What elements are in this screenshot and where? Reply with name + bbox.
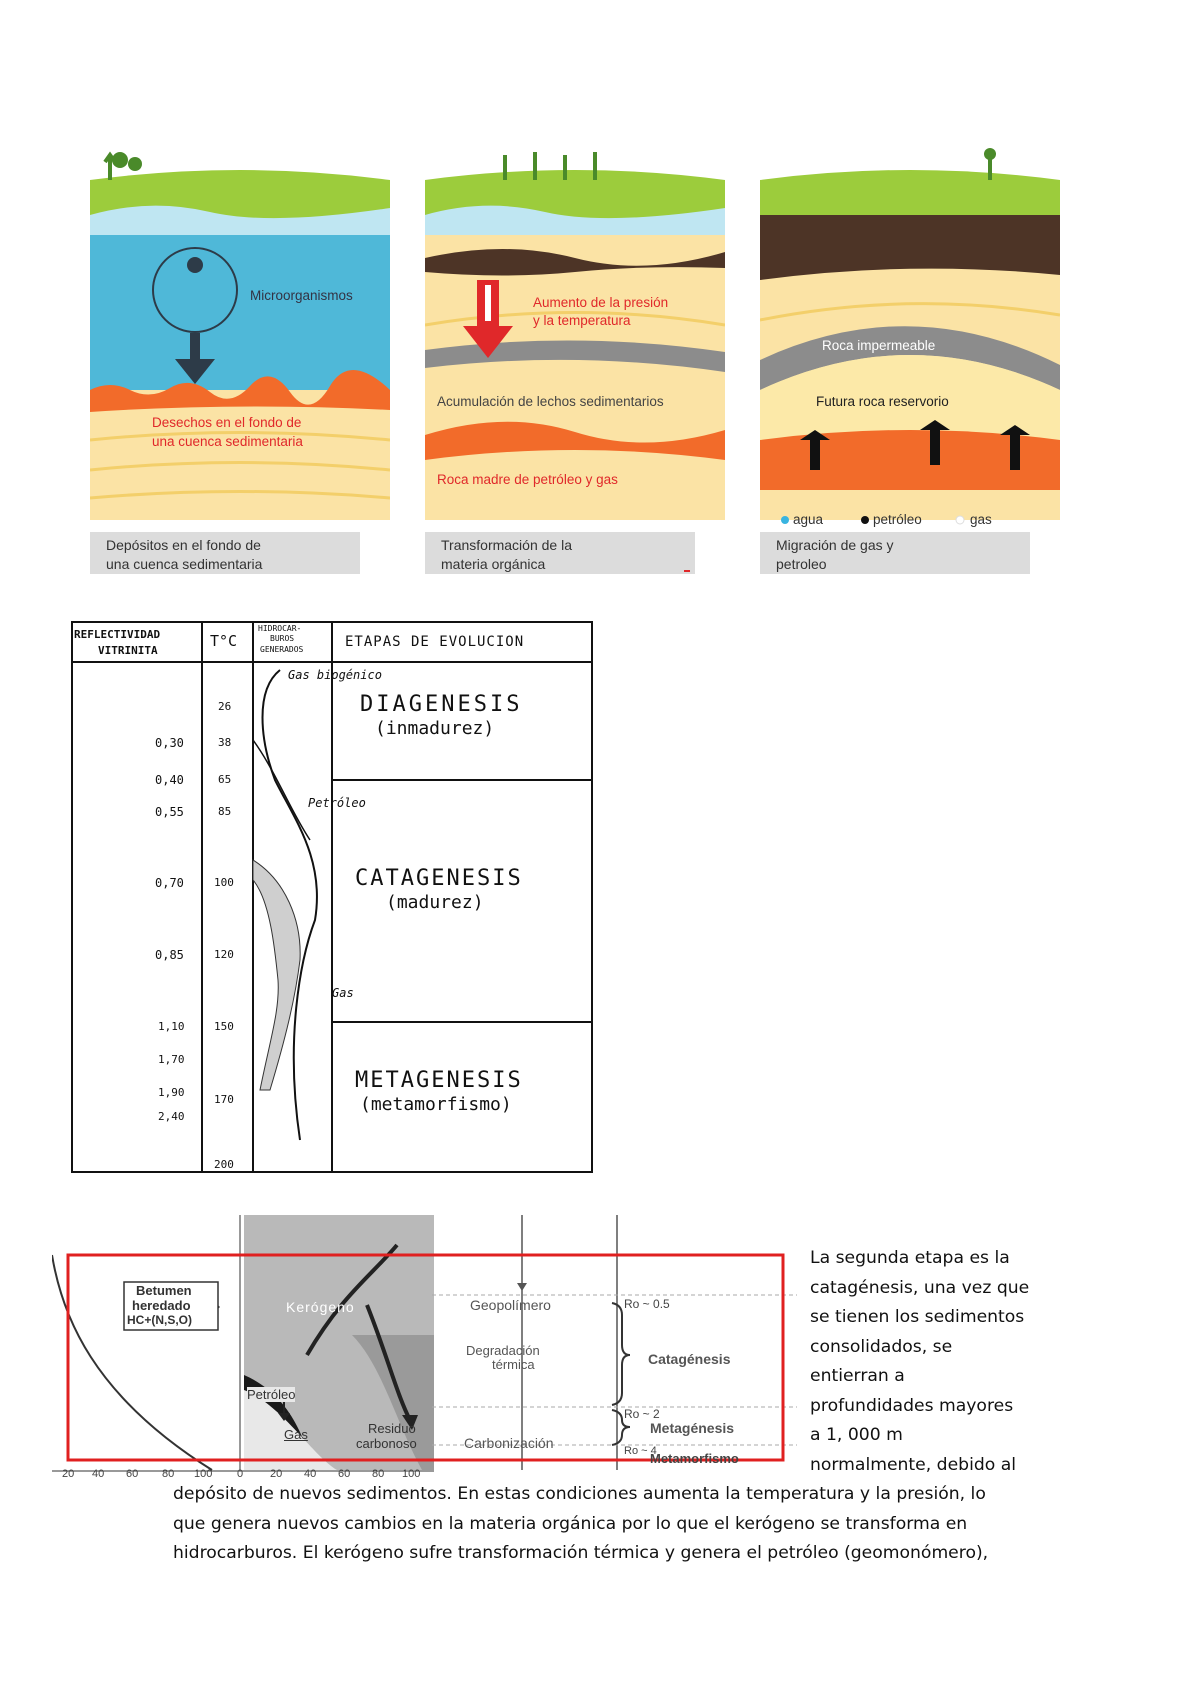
thermal-degradation-line1: Degradación (466, 1343, 540, 1358)
ro-tick-7: 1,70 (158, 1053, 185, 1066)
red-dash-mark (684, 570, 690, 572)
stage-catagenesis-name: CATAGENESIS (355, 866, 523, 891)
caption-transformation-line1: Transformación de la (441, 537, 572, 553)
illustration-panel-deposits (90, 140, 390, 530)
kerogen-diagram-art (52, 1215, 797, 1485)
reservoir-rock-label: Futura roca reservorio (816, 394, 949, 409)
ro-05-label: Ro ~ 0.5 (624, 1297, 670, 1311)
ro-tick-5: 0,85 (155, 948, 184, 962)
temp-tick-9: 200 (214, 1158, 234, 1171)
metagenesis-stage-label: Metagénesis (650, 1420, 735, 1436)
legend-water: agua (793, 512, 824, 527)
side-line-6: profundidades mayores (810, 1395, 1014, 1416)
body-line-2: que genera nuevos cambios en la materia orgánica por lo que el kerógeno se transforma en (173, 1513, 968, 1534)
body-text (173, 1480, 988, 1569)
caption-deposits-line2: una cuenca sedimentaria (106, 556, 263, 572)
gas-curve-label: Gas (332, 986, 354, 1000)
ro-tick-6: 1,10 (158, 1020, 185, 1033)
oil-curve-label: Petróleo (308, 796, 366, 810)
temp-tick-2: 38 (218, 736, 232, 749)
x-tick-3: 60 (126, 1468, 139, 1480)
sedimentary-layers-label: Acumulación de lechos sedimentarios (437, 394, 664, 409)
stage-catagenesis-sub: (madurez) (386, 892, 484, 913)
temp-tick-4: 85 (218, 805, 232, 818)
stage-diagenesis-sub: (inmadurez) (375, 718, 495, 739)
caption-transformation-line2: materia orgánica (441, 556, 546, 572)
ro-tick-8: 1,90 (158, 1086, 185, 1099)
header-stages: ETAPAS DE EVOLUCION (345, 634, 525, 650)
temp-tick-6: 120 (214, 948, 234, 961)
bitumen-line1: Betumen (136, 1283, 192, 1298)
side-line-1: La segunda etapa es la (810, 1248, 1010, 1268)
legend-oil: petróleo (873, 512, 922, 527)
ro-tick-9: 2,40 (158, 1110, 185, 1123)
side-line-3: se tienen los sedimentos (810, 1307, 1025, 1327)
side-line-5: entierran a (810, 1366, 905, 1386)
temp-tick-7: 150 (214, 1020, 234, 1033)
side-line-8: normalmente, debido al (810, 1454, 1017, 1475)
carbonization-label: Carbonización (464, 1435, 554, 1451)
x-tick-1: 20 (62, 1468, 75, 1480)
bitumen-line3: HC+(N,S,O) (127, 1313, 193, 1327)
ro-tick-1: 0,30 (155, 736, 184, 750)
kerogen-label: Kerógeno (286, 1299, 355, 1315)
body-line-3: hidrocarburos. El kerógeno sufre transformación térmica y genera el petróleo (geomonómero), (173, 1543, 989, 1563)
impermeable-rock-label: Roca impermeable (822, 338, 936, 353)
ro-tick-3: 0,55 (155, 805, 184, 819)
x-tick-7: 20 (270, 1468, 283, 1480)
x-tick-5: 100 (194, 1468, 213, 1480)
legend-gas: gas (970, 512, 992, 527)
gas-label: Gas (284, 1427, 308, 1442)
header-vitrinite-line1: REFLECTIVIDAD (74, 628, 161, 641)
evolution-stages-chart (70, 620, 595, 1175)
ro-tick-2: 0,40 (155, 773, 184, 787)
caption-migration-line1: Migración de gas y (776, 537, 894, 553)
stage-metagenesis-sub: (metamorfismo) (360, 1094, 512, 1115)
side-line-7: a 1, 000 m (810, 1425, 903, 1445)
caption-deposits-line1: Depósitos en el fondo de (106, 537, 261, 553)
x-tick-9: 60 (338, 1468, 351, 1480)
oil-label: Petróleo (247, 1387, 296, 1402)
header-hc-line3: GENERADOS (260, 645, 304, 654)
x-tick-4: 80 (162, 1468, 175, 1480)
biogenic-gas-label: Gas biogénico (288, 668, 382, 682)
deposits-illustration (90, 140, 390, 530)
header-hc-line1: HIDROCAR- (258, 624, 302, 633)
temp-tick-3: 65 (218, 773, 232, 786)
temp-tick-8: 170 (214, 1093, 234, 1106)
header-vitrinite-line2: VITRINITA (98, 644, 158, 657)
x-tick-10: 80 (372, 1468, 385, 1480)
ro-2-label: Ro ~ 2 (624, 1407, 660, 1421)
caption-migration-line2: petroleo (776, 556, 827, 572)
ro-4-label: Ro ~ 4 (624, 1445, 657, 1457)
catagenesis-stage-label: Catagénesis (648, 1351, 731, 1367)
header-temperature: T°C (210, 632, 238, 650)
caption-migration (760, 532, 1030, 574)
ro-tick-4: 0,70 (155, 876, 184, 890)
migration-illustration (760, 140, 1060, 530)
waste-label-line1: Desechos en el fondo de (152, 415, 302, 430)
geopolymer-label: Geopolímero (470, 1297, 551, 1313)
temp-tick-5: 100 (214, 876, 234, 889)
stage-metagenesis-name: METAGENESIS (355, 1068, 523, 1093)
side-line-4: consolidados, se (810, 1336, 953, 1357)
x-tick-6: 0 (237, 1468, 244, 1480)
pressure-label-line2: y la temperatura (533, 313, 631, 328)
x-tick-8: 40 (304, 1468, 317, 1480)
x-tick-11: 100 (402, 1468, 421, 1480)
stage-diagenesis-name: DIAGENESIS (360, 692, 523, 717)
source-rock-label: Roca madre de petróleo y gas (437, 472, 618, 487)
pressure-label-line1: Aumento de la presión (533, 295, 669, 310)
kerogen-diagram (52, 1215, 797, 1485)
side-line-2: catagénesis, una vez que (810, 1277, 1030, 1298)
side-text-column (810, 1244, 1029, 1480)
x-tick-2: 40 (92, 1468, 105, 1480)
thermal-degradation-line2: térmica (492, 1357, 535, 1372)
illustration-panel-transformation (425, 140, 725, 530)
caption-deposits (90, 532, 360, 574)
caption-transformation (425, 532, 695, 574)
metamorphism-stage-label: Metamorfismo (650, 1451, 739, 1466)
temp-tick-1: 26 (218, 700, 232, 713)
illustration-panel-migration (760, 140, 1060, 530)
residue-line1: Residuo (368, 1421, 416, 1436)
body-line-1: depósito de nuevos sedimentos. En estas condiciones aumenta la temperatura y la presión, lo (173, 1484, 986, 1504)
header-hc-line2: BUROS (270, 634, 295, 643)
microorganisms-label: Microorganismos (250, 288, 353, 303)
residue-line2: carbonoso (356, 1436, 417, 1451)
waste-label-line2: una cuenca sedimentaria (152, 434, 303, 449)
bitumen-line2: heredado (132, 1298, 191, 1313)
